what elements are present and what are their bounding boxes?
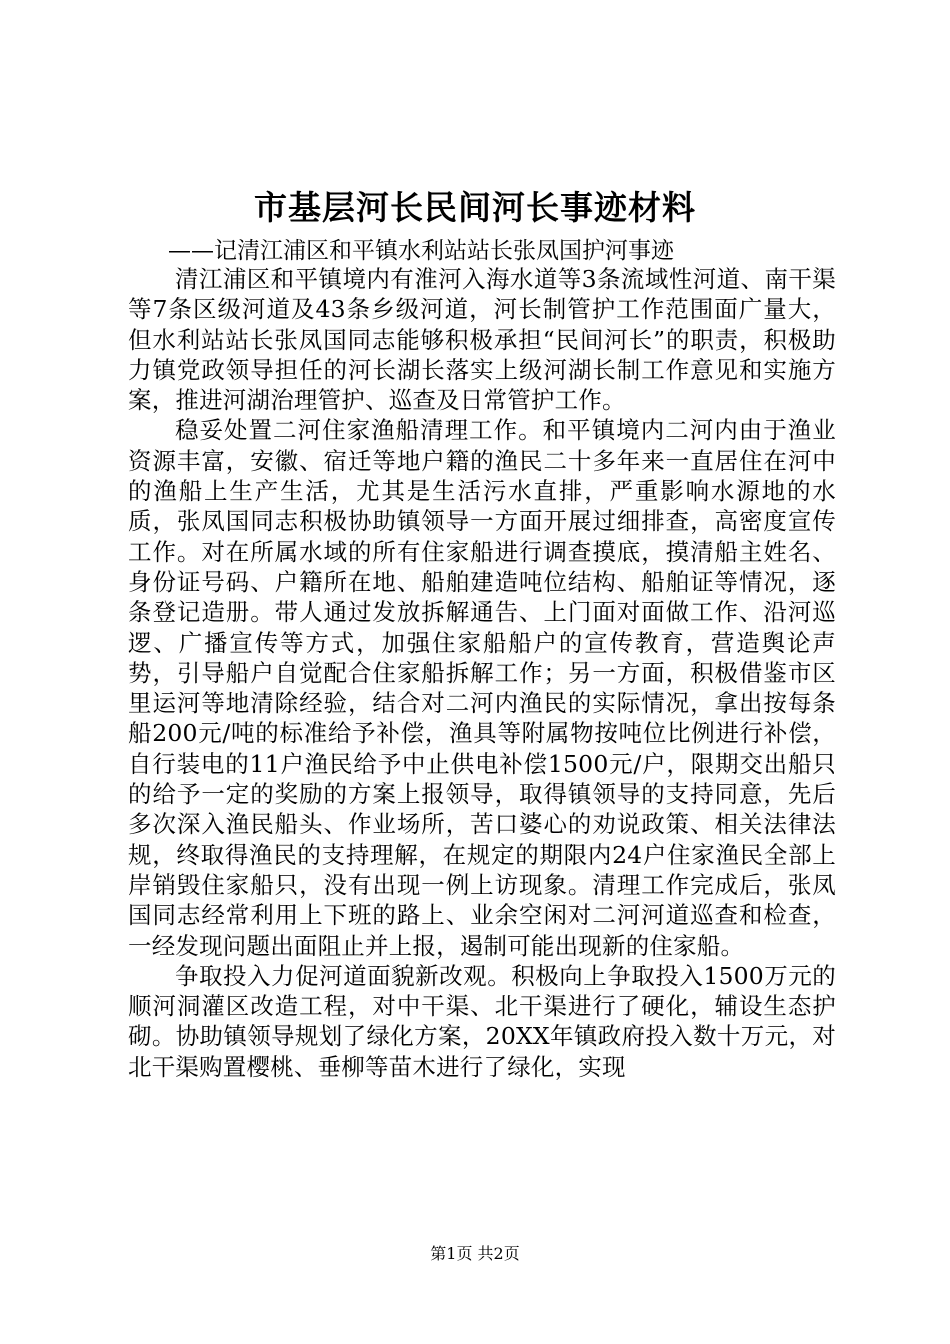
page-number-footer: 第1页 共2页 (430, 1244, 520, 1263)
document-body (128, 264, 836, 1082)
body-paragraph-3: 争取投入力促河道面貌新改观。积极向上争取投入1500万元的顺河洞灌区改造工程，对中干渠、北干渠进行了硬化，辅设生态护砌。协助镇领导规划了绿化方案，20XX年镇政府投入数十万元，对北干渠购置樱桃、垂柳等苗木进行了绿化，实现 (128, 961, 836, 1081)
body-paragraph-2: 稳妥处置二河住家渔船清理工作。和平镇境内二河内由于渔业资源丰富，安徽、宿迁等地户籍的渔民二十多年来一直居住在河中的渔船上生产生活，尤其是生活污水直排，严重影响水源地的水质，张凤国同志积极协助镇领导一方面开展过细排查，高密度宣传工作。对在所属水域的所有住家船进行调查摸底，摸清船主姓名、身份证号码、户籍所在地、船舶建造吨位结构、船舶证等情况，逐条登记造册。带人通过发放拆解通告、上门面对面做工作、沿河巡逻、广播宣传等方式，加强住家船船户的宣传教育，营造舆论声势，引导船户自觉配合住家船拆解工作；另一方面，积极借鉴市区里运河等地清除经验，结合对二河内渔民的实际情况，拿出按每条船200元/吨的标准给予补偿，渔具等附属物按吨位比例进行补偿，自行装电的11户渔民给予中止供电补偿1500元/户，限期交出船只的给予一定的奖励的方案上报领导，取得镇领导的支持同意，先后多次深入渔民船头、作业场所，苦口婆心的劝说政策、相关法律法规，终取得渔民的支持理解，在规定的期限内24户住家渔民全部上岸销毁住家船只，没有出现一例上访现象。清理工作完成后，张凤国同志经常利用上下班的路上、业余空闲对二河河道巡查和检查，一经发现问题出面阻止并上报，遏制可能出现新的住家船。 (128, 416, 836, 960)
body-paragraph-1: 清江浦区和平镇境内有淮河入海水道等3条流域性河道、南干渠等7条区级河道及43条乡级河道，河长制管护工作范围面广量大，但水利站站长张凤国同志能够积极承担“民间河长”的职责，积极助力镇党政领导担任的河长湖长落实上级河湖长制工作意见和实施方案，推进河湖治理管护、巡查及日常管护工作。 (128, 265, 836, 415)
document-subtitle: ——记清江浦区和平镇水利站站长张凤国护河事迹 (168, 238, 674, 264)
document-title: 市基层河长民间河长事迹材料 (254, 188, 696, 227)
